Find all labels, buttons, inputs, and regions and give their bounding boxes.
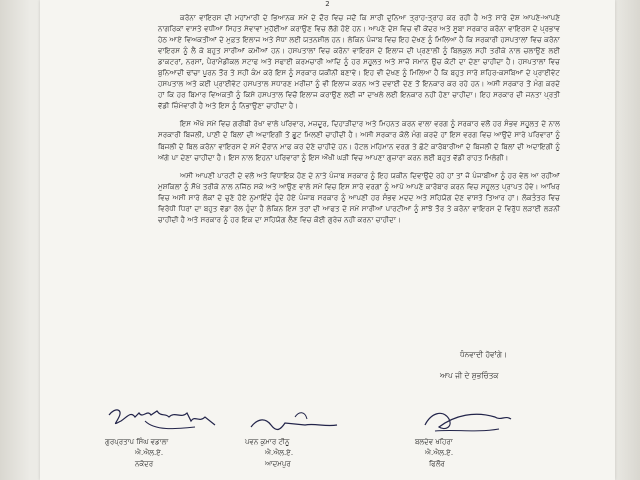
signature-tinu-image [245, 405, 365, 437]
closing-line: ਧੰਨਵਾਦੀ ਹੋਵਾਂਗੇ। [460, 350, 507, 359]
signature-block-tinu [245, 405, 365, 470]
signatory-title: ਐ.ਐਲ.ਏ. [265, 449, 294, 457]
signature-block-khaira [415, 405, 535, 470]
page-number: 2 [325, 0, 330, 8]
paragraph-cooperation: ਅਸੀ ਆਪਣੀ ਪਾਰਟੀ ਦੇ ਵਲੋਂ ਅਤੇ ਵਿਧਾਇਕ ਹੋਣ ਦੇ ਨਾਤੇ ਪੰਜਾਬ ਸਰਕਾਰ ਨੂੰ ਇਹ ਯਕੀਨ ਦਿਵਾਉਂਦੇ ਰਹੇ ਹਾਂ ਤਾਂ ਜੋ ਪੰਜਾਬੀਆਂ ਨੂੰ ਹਰ ਵੇਲ ਆ ਰਹੀਆਂ ਮੁਸ਼ਕਿਲਾਂ ਨੂੰ ਸੌਖੇ ਤਰੀਕੇ ਨਾਲ ਨਜਿੱਠ ਸਕੇ ਅਤੇ ਆਉਣ ਵਾਲੇ ਸਮੇਂ ਵਿਚ ਇਸ ਸਾਰੇ ਵਰਗਾਂ ਨੂੰ ਆਪੋ ਆਪਣੇ ਕਾਰੋਬਾਰ ਕਰਨ ਵਿਚ ਸਹੂਲਤ ਪ੍ਰਾਪਤ ਹੋਵੇ। ਆਖਿਰ ਵਿਚ ਅਸੀ ਸਾਰੇ ਲੋਕਾਂ ਦੇ ਚੁਣੇ ਹੋਏ ਨੁਮਾਇੰਦੇ ਹੁੰਦੇ ਹੋਏ ਪੰਜਾਬ ਸਰਕਾਰ ਨੂੰ ਆਪਣੀ ਹਰ ਸੰਭਵ ਮਦਦ ਅਤੇ ਸਹਿਯੋਗ ਦੇਣ ਵਾਸਤੇ ਤਿਆਰ ਹਾਂ। ਲੋਕਤੰਤਰ ਵਿਚ ਵਿਰੋਧੀ ਧਿਰਾਂ ਦਾ ਬਹੁਤ ਵੱਡਾ ਰੋਲ ਹੁੰਦਾ ਹੈ ਲੇਕਿਨ ਇਸ ਤਰਾਂ ਦੀ ਆਫਤ ਦੇ ਸਮੇਂ ਸਾਰੀਆਂ ਪਾਰਟੀਆਂ ਨੂੰ ਸਾਂਝੇ ਤੌਰ ਤੇ ਕਰੋਨਾ ਵਾਇਰਸ ਦੇ ਵਿਰੁੱਧ ਲੜਾਈ ਲੜਨੀ ਚਾਹੀਦੀ ਹੈ ਅਤੇ ਸਰਕਾਰ ਨੂੰ ਹਰ ਇਕ ਦਾ ਸਹਿਯੋਗ ਲੈਣ ਵਿਚ ਕੋਈ ਗੁਰੇਜ਼ ਨਹੀਂ ਕਰਨਾ ਚਾਹੀਦਾ। [158, 170, 560, 224]
signatory-name: ਬਲਦੇਵ ਖਹਿਰਾ [415, 438, 453, 446]
paragraph-relief: ਇਸ ਔਖੇ ਸਮੇਂ ਵਿਚ ਗਰੀਬੀ ਰੇਖਾ ਵਾਲੇ ਪਰਿਵਾਰ, ਮਜ਼ਦੂਰ, ਦਿਹਾੜੀਦਾਰ ਅਤੇ ਮਿਹਨਤ ਕਰਨ ਵਾਲਾ ਵਰਗ ਨੂੰ ਸਰਕਾਰ ਵਲੋਂ ਹਰ ਸੰਭਵ ਸਹੂਲਤ ਦੇ ਨਾਲ ਸਰਕਾਰੀ ਬਿਜਲੀ, ਪਾਣੀ ਦੇ ਬਿਲਾਂ ਦੀ ਅਦਾਇਗੀ ਤੋਂ ਛੂਟ ਮਿਲਣੀ ਚਾਹੀਦੀ ਹੈ। ਅਸੀ ਸਰਕਾਰ ਕੋਲੋਂ ਮੰਗ ਕਰਦੇ ਹਾਂ ਇਸ ਵਰਗ ਵਿਚ ਆਉਂਦੇ ਸਾਰੇ ਪਰਿਵਾਰਾਂ ਨੂੰ ਬਿਜਲੀ ਦੇ ਬਿਲ ਕਰੋਨਾ ਵਾਇਰਸ ਦੇ ਸਮੇਂ ਦੌਰਾਨ ਮਾਫ ਕਰ ਦੇਣੇ ਚਾਹੀਦੇ ਹਨ। ਹੋਟਲ ਮਹਿਮਾਨ ਵਰਗ ਤੇ ਛੋਟੇ ਕਾਰੋਬਾਰੀਆਂ ਦੇ ਬਿਜਲੀ ਦੇ ਬਿਲਾਂ ਦੀ ਅਦਾਇਗੀ ਨੂੰ ਅੱਗੇ ਪਾ ਦੇਣਾ ਚਾਹੀਦਾ ਹੈ। ਇਸ ਨਾਲ ਇਹਨਾਂ ਪਰਿਵਾਰਾਂ ਨੂੰ ਇਸ ਔਖੀ ਘੜੀ ਵਿਚ ਆਪਣਾ ਗੁਜ਼ਾਰਾ ਕਰਨ ਲਈ ਬਹੁਤ ਵੱਡੀ ਰਾਹਤ ਮਿਲੇਗੀ। [158, 119, 560, 162]
signature-khaira-image [415, 405, 535, 437]
signatory-constituency: ਨਕੋਦਰ [135, 460, 154, 468]
paragraph-hospitals: ਕਰੋਨਾ ਵਾਇਰਸ ਦੀ ਮਹਾਂਮਾਰੀ ਦੇ ਭਿਆਨਕ ਸਮੇਂ ਦੇ ਦੌਰ ਵਿਚ ਜਦੋਂ ਕਿ ਸਾਰੀ ਦੁਨਿਆ ਤ੍ਰਾਹ-ਤ੍ਰਾਹ ਕਰ ਰਹੀ ਹੈ ਅਤੇ ਸਾਰੇ ਦੇਸ਼ ਆਪਣੇ-ਆਪਣੇ ਨਾਗਰਿਕਾਂ ਵਾਸਤੇ ਵਧੀਆ ਸਿਹਤ ਸੇਵਾਵਾਂ ਮੁਹੱਈਆ ਕਰਾਉਣ ਵਿਚ ਲੱਗੇ ਹੋਏ ਹਨ। ਆਪਣੇ ਦੇਸ਼ ਵਿਚ ਵੀ ਕੇਂਦਰ ਅਤੇ ਸੂਬਾ ਸਰਕਾਰ ਕਰੋਨਾ ਵਾਇਰਸ ਦੇ ਪ੍ਰਭਾਵ ਹੇਠ ਆਏ ਵਿਅਕਤੀਆਂ ਦੇ ਮੁਫ਼ਤ ਇਲਾਜ ਅਤੇ ਸੋਧਾ ਲਈ ਯਤਨਸ਼ੀਲ ਹਨ। ਲੇਕਿਨ ਪੰਜਾਬ ਵਿਚ ਇਹ ਦੇਖਣ ਨੂੰ ਮਿਲਿਆ ਹੈ ਕਿ ਸਰਕਾਰੀ ਹਸਪਤਾਲਾਂ ਵਿਚ ਕਰੋਨਾ ਵਾਇਰਸ ਨੂੰ ਲੈ ਕੇ ਬਹੁਤ ਸਾਰੀਆਂ ਕਮੀਆਂ ਹਨ। ਹਸਪਤਾਲਾਂ ਵਿਚ ਕਰੋਨਾ ਵਾਇਰਸ ਦੇ ਇਲਾਜ ਦੀ ਪ੍ਰਣਾਲੀ ਨੂੰ ਬਿਲਕੁਲ ਸਹੀ ਤਰੀਕੇ ਨਾਲ ਚਲਾਉਣ ਲਈ ਡਾਕਟਰਾਂ, ਨਰਸਾਂ, ਪੈਰਾਮੈਡੀਕਲ ਸਟਾਫ ਅਤੇ ਸਫਾਈ ਕਰਮਚਾਰੀ ਆਦਿ ਨੂੰ ਹਰ ਸਹੂਲਤ ਅਤੇ ਸਾਜ਼ੋ ਸਮਾਨ ਉਚ ਕੋਟੀ ਦਾ ਦੇਣਾ ਚਾਹੀਦਾ ਹੈ। ਹਸਪਤਾਲਾਂ ਵਿਚ ਬੁਨਿਆਦੀ ਢਾਂਚਾ ਪੂਰਨ ਤੌਰ ਤੇ ਸਹੀ ਕੰਮ ਕਰੇ ਇਸ ਨੂੰ ਸਰਕਾਰ ਯਕੀਨੀ ਬਣਾਵੇ। ਇਹ ਵੀ ਦੇਖਣ ਨੂੰ ਮਿਲਿਆ ਹੈ ਕਿ ਬਹੁਤ ਸਾਰੇ ਸ਼ਹਿਰ-ਕਸਬਿਆਂ ਦੇ ਪ੍ਰਾਈਵੇਟ ਹਸਪਤਾਲ ਅਤੇ ਕਈ ਪ੍ਰਾਈਵੇਟ ਹਸਪਤਾਲ ਸਧਾਰਣ ਮਰੀਜ਼ਾਂ ਨੂੰ ਵੀ ਇਲਾਜ ਕਰਨ ਅਤੇ ਦਵਾਈ ਦੇਣ ਤੋਂ ਇਨਕਾਰ ਕਰ ਰਹੇ ਹਨ। ਅਸੀ ਸਰਕਾਰ ਤੋਂ ਮੰਗ ਕਰਦੇ ਹਾਂ ਕਿ ਹਰ ਬਿਮਾਰ ਵਿਅਕਤੀ ਨੂੰ ਕਿਸੇ ਹਸਪਤਾਲ ਵਿਚੋਂ ਇਲਾਜ ਕਰਾਉਣ ਲਈ ਜਾਂ ਦਾਖਲੇ ਲਈ ਇਨਕਾਰ ਨਹੀਂ ਹੋਣਾ ਚਾਹੀਦਾ। ਇਹ ਸਰਕਾਰ ਦੀ ਜਨਤਾ ਪ੍ਰਤੀ ਵੱਡੀ ਜ਼ਿੰਮੇਵਾਰੀ ਹੈ ਅਤੇ ਇਸ ਨੂੰ ਨਿਭਾਉਣਾ ਚਾਹੀਦਾ ਹੈ। [158, 13, 560, 111]
signatory-title: ਐ.ਐਲ.ਏ. [135, 449, 164, 457]
signatory-constituency: ਆਦਮਪੁਰ [265, 460, 291, 468]
signatory-name: ਪਵਨ ਕੁਮਾਰ ਟੀਨੂ [245, 438, 290, 446]
signatory-name: ਗੁਰਪ੍ਰਤਾਪ ਸਿੰਘ ਵਡਾਲਾ [105, 438, 169, 446]
signature-wadala-image [105, 405, 225, 437]
signatory-title: ਐ.ਐਲ.ਏ. [425, 449, 454, 457]
signatory-constituency: ਫਿਲੌਰ [429, 460, 445, 468]
signature-block-wadala [105, 405, 225, 470]
letter-body [158, 12, 560, 231]
sincerely-line: ਆਪ ਜੀ ਦੇ ਸ਼ੁਭਚਿੰਤਕ [440, 371, 499, 380]
